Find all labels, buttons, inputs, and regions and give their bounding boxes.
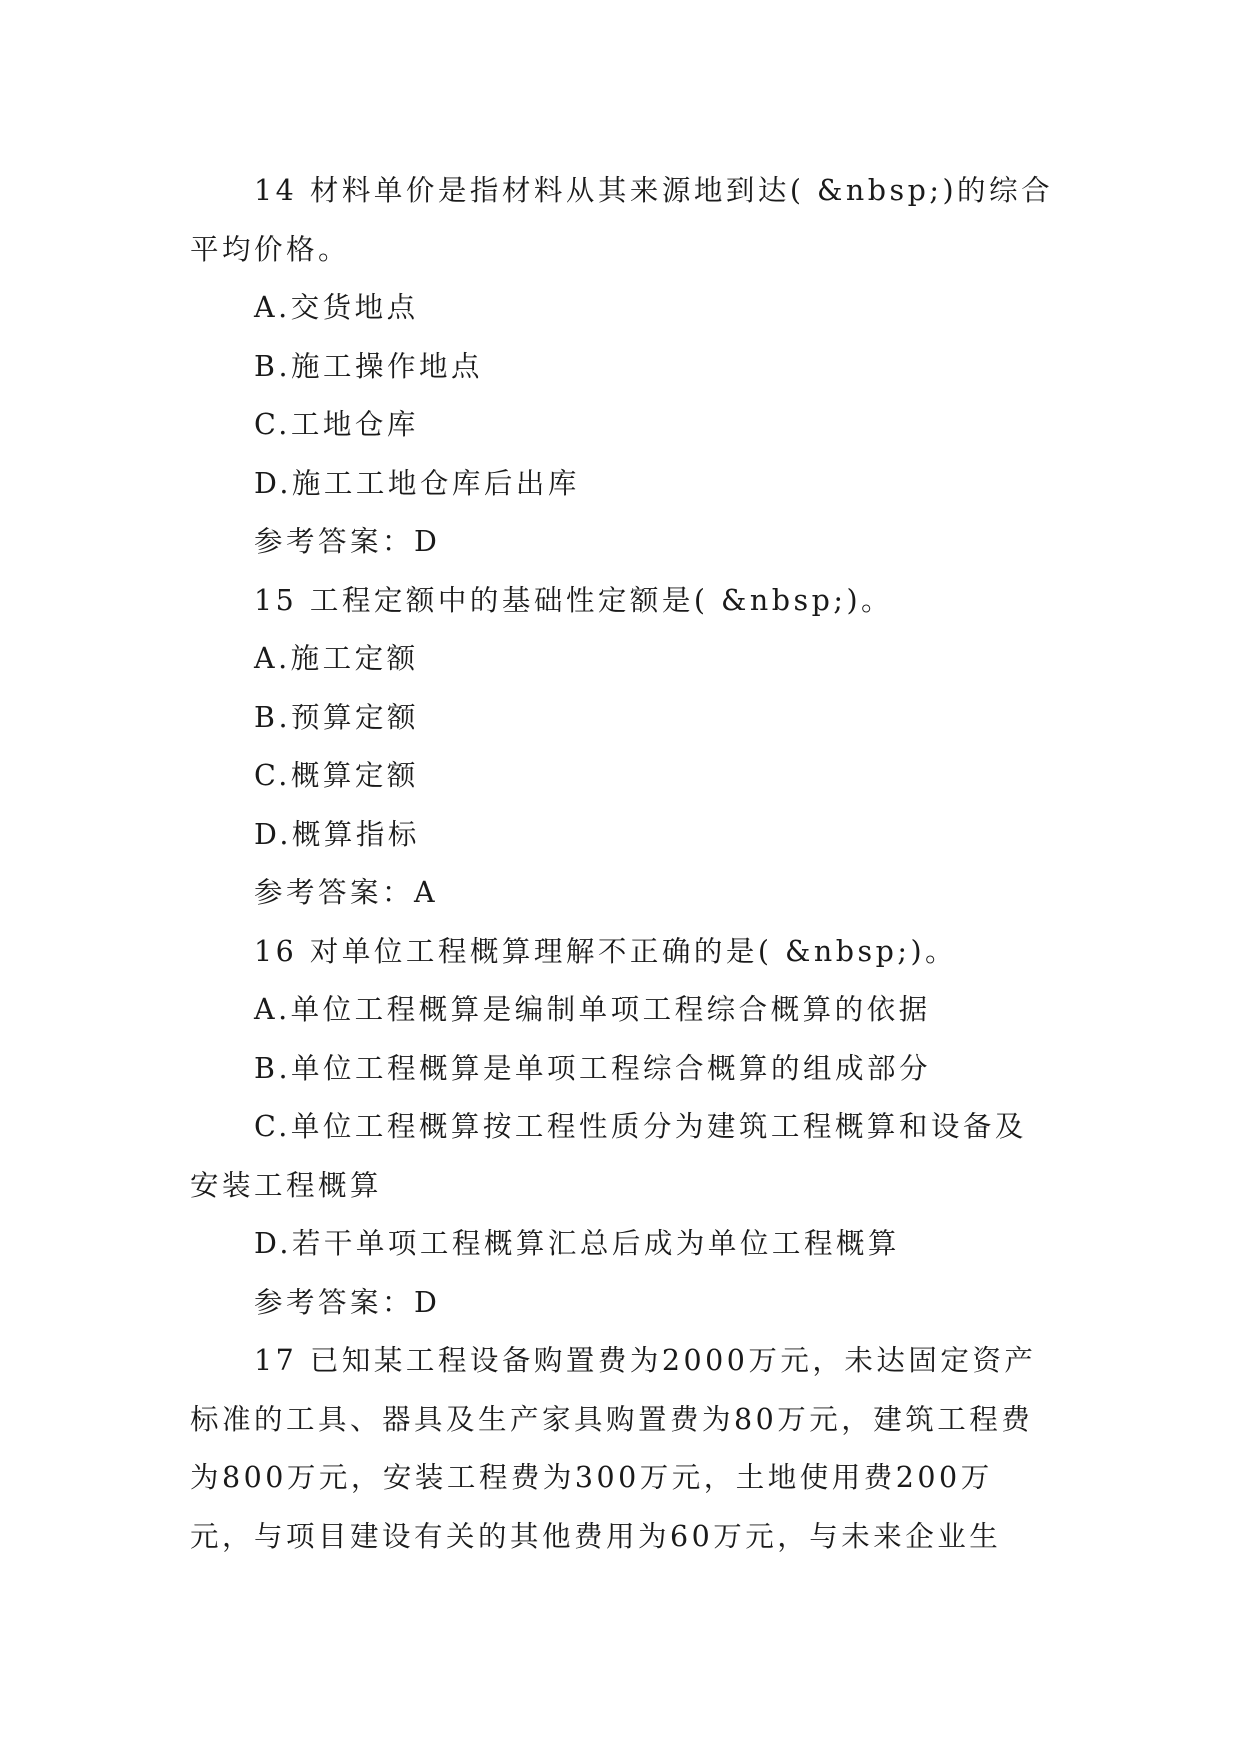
question-15-answer: 参考答案：A <box>254 876 439 909</box>
question-16-option-b: B.单位工程概算是单项工程综合概算的组成部分 <box>254 1051 932 1085</box>
question-14-stem: 14 材料单价是指材料从其来源地到达( &nbsp;)的综合平均价格。 <box>190 174 1054 266</box>
question-14-answer: 参考答案：D <box>254 525 441 558</box>
question-15-option-a: A.施工定额 <box>254 642 419 675</box>
question-15-stem: 15 工程定额中的基础性定额是( &nbsp;)。 <box>254 583 894 617</box>
question-14-option-a: A.交货地点 <box>254 291 419 324</box>
question-15-option-b: B.预算定额 <box>254 700 420 734</box>
question-14-option-d: D.施工工地仓库后出库 <box>254 466 580 500</box>
question-16-option-a: A.单位工程概算是编制单项工程综合概算的依据 <box>254 993 931 1026</box>
question-15-option-d: D.概算指标 <box>254 817 420 851</box>
question-16-option-d: D.若干单项工程概算汇总后成为单位工程概算 <box>254 1227 900 1260</box>
question-15-option-c: C.概算定额 <box>254 759 419 792</box>
question-16-option-c: C.单位工程概算按工程性质分为建筑工程概算和设备及安装工程概算 <box>190 1110 1027 1202</box>
question-16-answer: 参考答案：D <box>254 1285 441 1319</box>
question-17-stem: 17 已知某工程设备购置费为2000万元，未达固定资产标准的工具、器具及生产家具购置费为80万元，建筑工程费为800万元，安装工程费为300万元，土地使用费200万元，与项目建设有关的其他费用为60万元，与未来企业生 <box>190 1344 1037 1553</box>
question-16-stem: 16 对单位工程概算理解不正确的是( &nbsp;)。 <box>254 934 958 968</box>
question-14-option-c: C.工地仓库 <box>254 408 419 441</box>
document-body <box>190 162 1056 1566</box>
question-14-option-b: B.施工操作地点 <box>254 349 484 383</box>
